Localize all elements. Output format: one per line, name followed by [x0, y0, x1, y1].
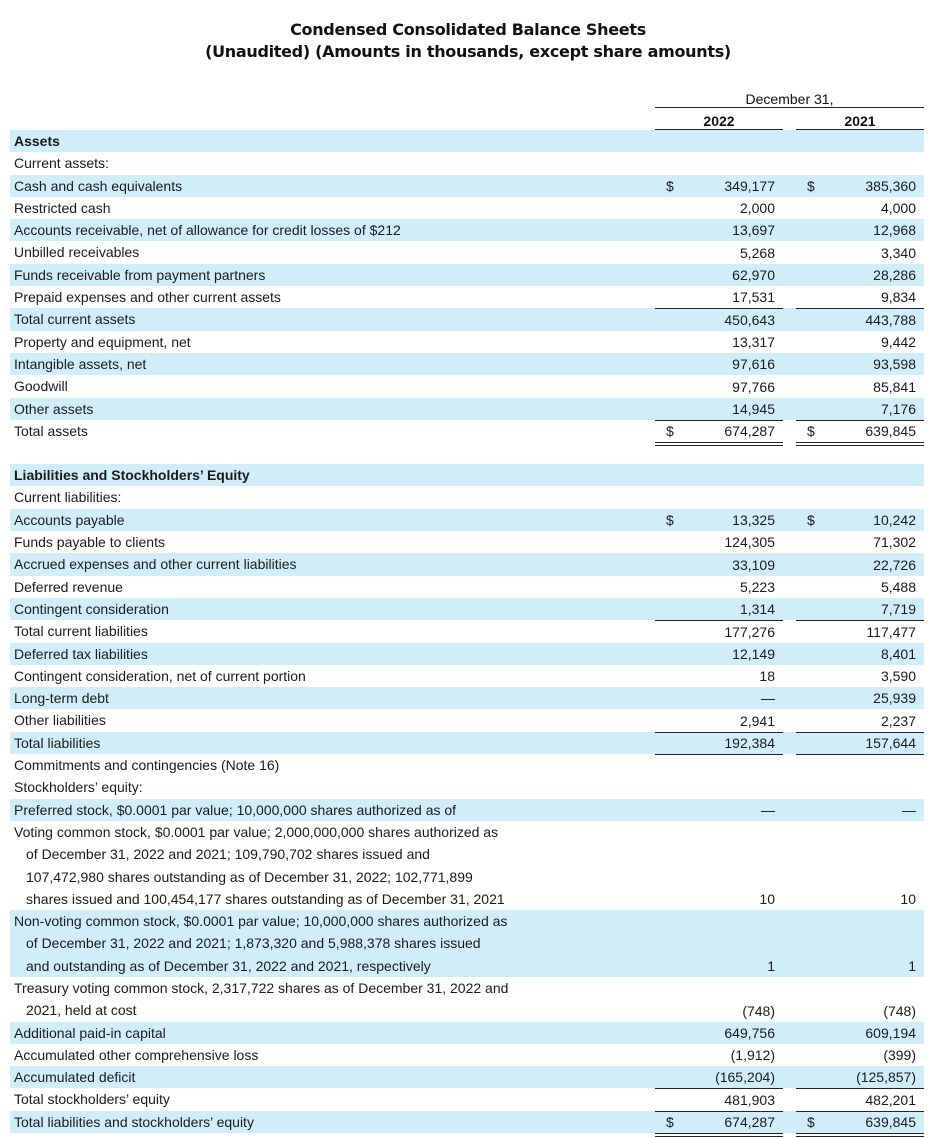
table-row: [10, 486, 924, 508]
value-2022: —: [761, 801, 775, 818]
table-row: [10, 799, 924, 821]
single-rule: [655, 1111, 783, 1112]
row-label: [10, 1066, 559, 1088]
value-2021: —: [902, 801, 916, 818]
currency-symbol-2021: $: [807, 512, 815, 529]
value-2022: 1,314: [739, 601, 775, 618]
row-label: [10, 353, 559, 375]
value-2022: 97,616: [732, 356, 775, 373]
row-label-text: Accumulated deficit: [14, 1069, 136, 1086]
row-label-text: Total stockholders’ equity: [14, 1091, 170, 1108]
table-row: [10, 1111, 924, 1133]
currency-symbol-2021: $: [807, 1114, 815, 1131]
value-2021: (125,857): [856, 1069, 916, 1086]
single-rule: [655, 620, 783, 621]
row-label: [10, 331, 559, 353]
subtotal-rule-2021: [796, 1111, 924, 1133]
row-label: [10, 553, 559, 575]
value-2021: 5,488: [880, 578, 916, 595]
row-label: [10, 175, 559, 197]
value-2021: 9,442: [880, 333, 916, 350]
value-2021: 639,845: [865, 423, 916, 440]
row-label: [10, 375, 559, 397]
value-2021: 639,845: [865, 1114, 916, 1131]
row-label: [10, 598, 559, 620]
value-2021: 7,176: [880, 400, 916, 417]
row-label: [10, 486, 559, 508]
value-2022: 124,305: [724, 534, 775, 551]
row-label-text: Intangible assets, net: [14, 355, 147, 372]
row-label-text: Commitments and contingencies (Note 16): [14, 757, 280, 774]
value-2021: 12,968: [873, 222, 916, 239]
value-2022: 62,970: [732, 267, 775, 284]
single-rule: [655, 1088, 783, 1089]
table-row: [10, 1044, 924, 1066]
table-row: [10, 509, 924, 531]
value-2021: [796, 464, 916, 486]
value-2022: 649,756: [724, 1024, 775, 1041]
value-2021: (748): [883, 1002, 916, 1019]
table-row: [10, 553, 924, 575]
row-label-text: Contingent consideration, net of current portion: [14, 667, 306, 684]
table-row: [10, 687, 924, 709]
value-2022: 97,766: [732, 378, 775, 395]
table-row: [10, 1088, 924, 1110]
table-row: [10, 152, 924, 174]
row-label-text: Other assets: [14, 400, 94, 417]
row-label: [10, 754, 559, 776]
value-2022: 33,109: [732, 556, 775, 573]
row-label: [10, 1044, 559, 1066]
table-row: [10, 977, 924, 1022]
row-label: [10, 799, 559, 821]
row-label-text: Total liabilities: [14, 734, 101, 751]
row-label-text: Preferred stock, $0.0001 par value; 10,000,000 shares authorized as of: [14, 801, 457, 818]
table-row: [10, 464, 924, 486]
value-2022: 177,276: [724, 623, 775, 640]
value-2021: 9,834: [880, 289, 916, 306]
row-label: [10, 197, 559, 219]
row-label: [10, 152, 559, 174]
row-label-continuation: of December 31, 2022 and 2021; 1,873,320 and 5,988,378 shares issued: [26, 935, 481, 952]
subtotal-rule-2021: [796, 620, 924, 642]
table-row: [10, 910, 924, 977]
row-label-text: Cash and cash equivalents: [14, 177, 183, 194]
value-2022: 5,268: [739, 244, 775, 261]
row-label: [10, 732, 559, 754]
row-label: [10, 821, 559, 910]
value-2022: (1,912): [730, 1047, 775, 1064]
single-rule: [655, 308, 783, 309]
single-rule: [655, 732, 783, 733]
value-2022: [655, 153, 775, 175]
table-row: [10, 175, 924, 197]
value-2022: 481,903: [724, 1091, 775, 1108]
table-row: [10, 130, 924, 152]
row-label-text: Deferred tax liabilities: [14, 645, 148, 662]
currency-symbol-2022: $: [666, 1114, 674, 1131]
value-2021: [796, 487, 916, 509]
table-row: [10, 776, 924, 798]
value-2022: [655, 487, 775, 509]
value-2022: 2,941: [739, 712, 775, 729]
value-2021: 385,360: [865, 177, 916, 194]
table-row: [10, 197, 924, 219]
row-label: [10, 420, 559, 442]
double-rule: [655, 1133, 783, 1137]
value-2021: 117,477: [866, 623, 916, 640]
subtotal-rule-2022: [655, 308, 783, 330]
currency-symbol-2022: $: [666, 423, 674, 440]
value-2021: 8,401: [880, 645, 916, 662]
period-header-rule: [655, 107, 924, 108]
value-2021: 4,000: [880, 200, 916, 217]
row-label-text: Restricted cash: [14, 199, 111, 216]
subtotal-rule-2022: [655, 1088, 783, 1110]
row-label-text: Additional paid-in capital: [14, 1024, 166, 1041]
subtotal-rule-2022: [655, 732, 783, 754]
row-label-continuation: 107,472,980 shares outstanding as of December 31, 2022; 102,771,899: [26, 868, 473, 885]
row-label-text: Long-term debt: [14, 690, 109, 707]
single-rule: [796, 1088, 924, 1089]
row-label: [10, 576, 559, 598]
value-2022: 12,149: [732, 645, 775, 662]
value-2021: 609,194: [865, 1024, 916, 1041]
row-label-text: Accrued expenses and other current liabilities: [14, 556, 297, 573]
row-label-text: Liabilities and Stockholders’ Equity: [14, 467, 250, 484]
value-2021: 157,644: [865, 735, 916, 752]
value-2021: 71,302: [873, 534, 916, 551]
row-label-text: Current assets:: [14, 155, 109, 172]
row-label: [10, 398, 559, 420]
value-2021: [796, 130, 916, 152]
row-label-text: Accumulated other comprehensive loss: [14, 1046, 259, 1063]
single-rule: [796, 420, 924, 421]
table-row: [10, 420, 924, 442]
value-2022: 18: [759, 668, 775, 685]
row-label-continuation: of December 31, 2022 and 2021; 109,790,702 shares issued and: [26, 846, 430, 863]
value-2022: 10: [759, 891, 775, 908]
single-rule: [796, 732, 924, 733]
currency-symbol-2022: $: [666, 512, 674, 529]
row-label: [10, 509, 559, 531]
value-2022: 5,223: [739, 578, 775, 595]
row-label: [10, 286, 559, 308]
column-header-2022: 2022: [703, 113, 735, 129]
double-rule: [796, 1133, 924, 1137]
value-2021: [796, 153, 916, 175]
value-2021: 3,340: [880, 244, 916, 261]
value-2021: 443,788: [865, 311, 916, 328]
value-2021: 28,286: [873, 267, 916, 284]
row-label: [10, 776, 559, 798]
table-row: [10, 264, 924, 286]
value-2021: 7,719: [880, 601, 916, 618]
row-label-text: Assets: [14, 133, 60, 149]
value-2022: [655, 777, 775, 799]
row-label-text: Treasury voting common stock, 2,317,722 shares as of December 31, 2022 and: [14, 979, 509, 996]
currency-symbol-2021: $: [807, 177, 815, 194]
row-label: [10, 1111, 559, 1133]
value-2022: [655, 754, 775, 776]
value-2022: 13,317: [732, 333, 775, 350]
section-heading: [10, 464, 559, 486]
row-label: [10, 308, 559, 330]
value-2021: 3,590: [880, 668, 916, 685]
value-2022: (748): [742, 1002, 775, 1019]
table-row: [10, 754, 924, 776]
value-2022: 13,325: [732, 512, 775, 529]
row-label-continuation: 2021, held at cost: [26, 1002, 137, 1019]
value-2022: 14,945: [732, 400, 775, 417]
value-2021: 10: [900, 891, 916, 908]
row-label-text: Property and equipment, net: [14, 333, 191, 350]
value-2022: [655, 464, 775, 486]
spacer-row: [10, 442, 924, 464]
value-2022: 674,287: [724, 423, 775, 440]
value-2021: 10,242: [873, 512, 916, 529]
row-label-text: Goodwill: [14, 378, 68, 395]
value-2021: [796, 777, 916, 799]
table-row: [10, 531, 924, 553]
table-row: [10, 353, 924, 375]
table-row: [10, 219, 924, 241]
column-header-2021: 2021: [844, 113, 876, 129]
statement-title: Condensed Consolidated Balance Sheets: [290, 20, 646, 39]
value-2022: —: [761, 690, 775, 707]
period-header: December 31,: [745, 91, 834, 107]
value-2021: 1: [908, 957, 916, 974]
subtotal-rule-2022: [655, 1111, 783, 1133]
table-row: [10, 665, 924, 687]
row-label: [10, 620, 559, 642]
value-2021: (399): [883, 1047, 916, 1064]
balance-sheet-table: [10, 130, 924, 1133]
value-2021: 85,841: [873, 378, 916, 395]
row-label-text: Prepaid expenses and other current assets: [14, 289, 281, 306]
table-row: [10, 598, 924, 620]
table-row: [10, 375, 924, 397]
row-label-text: Stockholders’ equity:: [14, 779, 143, 796]
value-2021: 2,237: [880, 712, 916, 729]
table-row: [10, 576, 924, 598]
row-label: [10, 643, 559, 665]
currency-symbol-2022: $: [666, 177, 674, 194]
row-label-text: Funds receivable from payment partners: [14, 266, 266, 283]
row-label: [10, 219, 559, 241]
row-label-text: Total current assets: [14, 311, 136, 328]
row-label-text: Total assets: [14, 422, 88, 439]
row-label: [10, 1088, 559, 1110]
row-label-continuation: and outstanding as of December 31, 2022 and 2021, respectively: [26, 957, 431, 974]
value-2021: 93,598: [873, 356, 916, 373]
row-label-continuation: shares issued and 100,454,177 shares outstanding as of December 31, 2021: [26, 890, 505, 907]
single-rule: [655, 420, 783, 421]
row-label: [10, 687, 559, 709]
value-2022: 1: [767, 957, 775, 974]
table-row: [10, 308, 924, 330]
subtotal-rule-2021: [796, 308, 924, 330]
table-row: [10, 1066, 924, 1088]
row-label: [10, 241, 559, 263]
row-label-text: Current liabilities:: [14, 489, 122, 506]
row-label-text: Deferred revenue: [14, 578, 123, 595]
value-2022: 17,531: [732, 289, 775, 306]
table-row: [10, 821, 924, 910]
row-label-text: Other liabilities: [14, 712, 106, 729]
table-row: [10, 241, 924, 263]
section-heading: [10, 130, 559, 152]
table-row: [10, 709, 924, 731]
row-label: [10, 910, 559, 977]
table-row: [10, 398, 924, 420]
single-rule: [796, 620, 924, 621]
table-row: [10, 1022, 924, 1044]
table-row: [10, 331, 924, 353]
table-row: [10, 732, 924, 754]
subtotal-rule-2021: [796, 732, 924, 754]
row-label: [10, 1022, 559, 1044]
table-row: [10, 620, 924, 642]
subtotal-rule-2022: [655, 620, 783, 642]
currency-symbol-2021: $: [807, 423, 815, 440]
row-label-text: Total current liabilities: [14, 623, 148, 640]
value-2021: 25,939: [873, 690, 916, 707]
row-label-text: Voting common stock, $0.0001 par value; 2,000,000,000 shares authorized as: [14, 823, 499, 840]
row-label-text: Funds payable to clients: [14, 534, 165, 551]
row-label-text: Unbilled receivables: [14, 244, 140, 261]
value-2022: 450,643: [724, 311, 775, 328]
statement-subtitle: (Unaudited) (Amounts in thousands, except share amounts): [205, 42, 731, 61]
row-label-text: Non-voting common stock, $0.0001 par value; 10,000,000 shares authorized as: [14, 913, 508, 930]
row-label: [10, 665, 559, 687]
subtotal-rule-2022: [655, 420, 783, 442]
row-label-text: Accounts payable: [14, 511, 125, 528]
value-2022: 192,384: [724, 735, 775, 752]
row-label-text: Accounts receivable, net of allowance for credit losses of $212: [14, 222, 401, 239]
single-rule: [796, 308, 924, 309]
table-row: [10, 286, 924, 308]
value-2022: 13,697: [732, 222, 775, 239]
single-rule: [796, 1111, 924, 1112]
table-row: [10, 643, 924, 665]
row-label-text: Contingent consideration: [14, 600, 169, 617]
value-2022: 349,177: [724, 177, 775, 194]
subtotal-rule-2021: [796, 1088, 924, 1110]
value-2021: 22,726: [873, 556, 916, 573]
row-label: [10, 709, 559, 731]
value-2022: (165,204): [715, 1069, 775, 1086]
value-2022: 674,287: [724, 1114, 775, 1131]
row-label: [10, 264, 559, 286]
value-2022: 2,000: [739, 200, 775, 217]
value-2021: [796, 754, 916, 776]
value-2022: [655, 130, 775, 152]
row-label: [10, 531, 559, 553]
row-label-text: Total liabilities and stockholders’ equity: [14, 1113, 254, 1130]
value-2021: 482,201: [865, 1091, 916, 1108]
row-label: [10, 977, 559, 1022]
subtotal-rule-2021: [796, 420, 924, 442]
